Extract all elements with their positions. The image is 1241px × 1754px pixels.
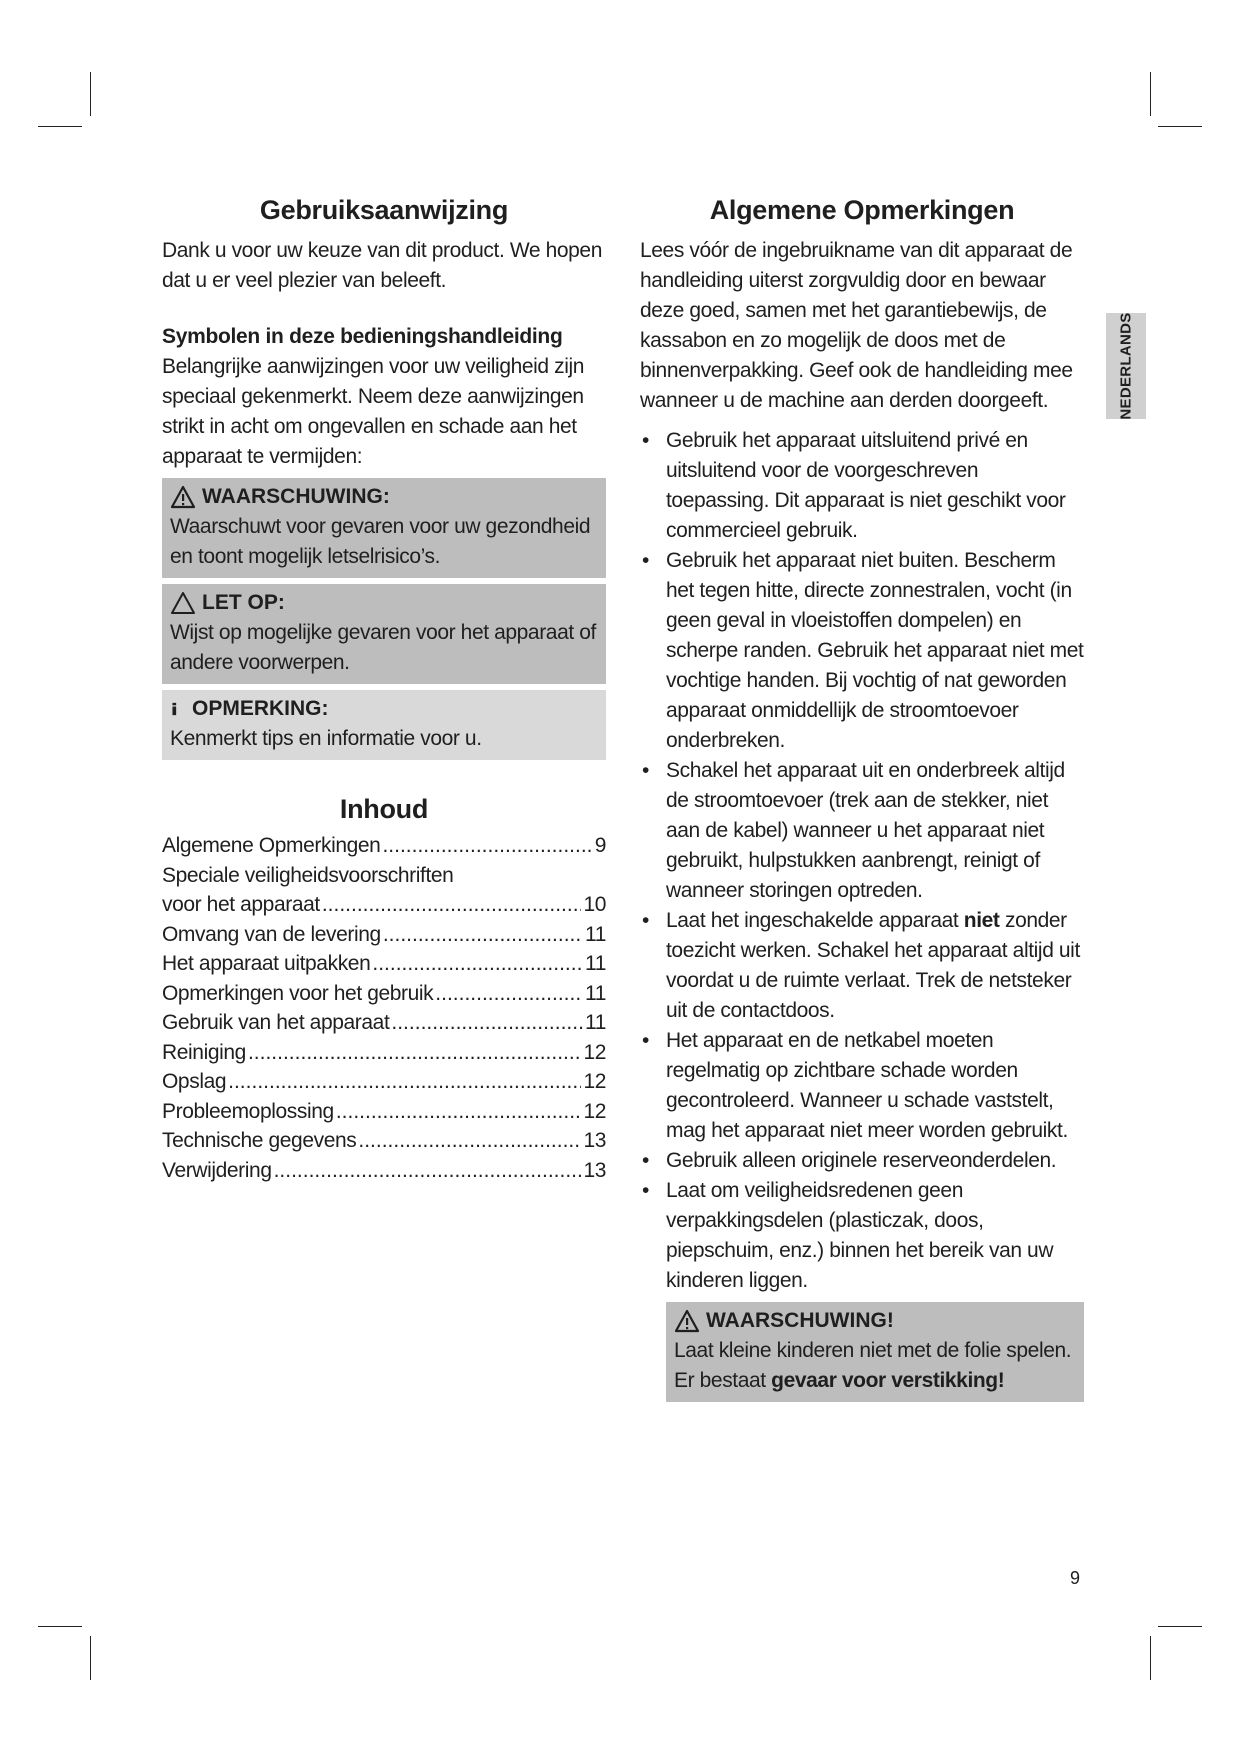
caution-box — [162, 584, 606, 684]
section-intro: Lees vóór de ingebruikname van dit apparaat de handleiding uiterst zorgvuldig door en bewaar deze goed, samen met het garantiebewijs, de kassabon en zo mogelijk de doos met de binnenverpakking. Geef ook de handleiding mee wanneer u de machine aan derden doorgeeft. — [640, 239, 1073, 412]
toc-entry-title: Reiniging — [162, 1040, 246, 1064]
page-number: 9 — [1070, 1568, 1081, 1588]
list-item: • Gebruik alleen originele reserveonderdelen. — [640, 1146, 1084, 1176]
note-box — [162, 690, 606, 760]
warning-title: WAARSCHUWING: — [202, 485, 390, 508]
toc-entry-title: Het apparaat uitpakken — [162, 952, 371, 975]
crop-mark — [1150, 1636, 1151, 1680]
toc-entry-title: Verwijdering — [162, 1158, 272, 1182]
list-item: • Het apparaat en de netkabel moeten regelmatig op zichtbare schade worden gecontroleerd. Wanneer u schade vaststelt, mag het apparaat niet meer worden gebruikt. — [640, 1026, 1084, 1146]
list-item: • Schakel het apparaat uit en onderbreek altijd de stroomtoevoer (trek aan de stekker, niet aan de kabel) wanneer u het apparaat niet gebruikt, hulpstukken aanbrengt, reinigt of wanneer storingen optreden. — [640, 756, 1084, 906]
right-column — [640, 195, 1084, 1402]
toc-entry — [162, 1126, 606, 1156]
toc-dot-leader — [248, 1038, 581, 1068]
toc-entry — [162, 920, 606, 950]
toc-entry-page: 11 — [585, 952, 606, 975]
suffocation-warning-line1: Laat kleine kinderen niet met de folie spelen. — [674, 1339, 1072, 1362]
warning-text: Waarschuwt voor gevaren voor uw gezondheid en toont mogelijk letselrisico’s. — [170, 515, 591, 568]
symbols-text: Belangrijke aanwijzingen voor uw veiligheid zijn speciaal gekenmerkt. Neem deze aanwijzingen strikt in acht om ongevallen en schade aan het apparaat te vermijden: — [162, 355, 585, 468]
toc-entry-page: 11 — [585, 922, 606, 946]
crop-mark — [1158, 1626, 1202, 1627]
toc-entry-title: Algemene Opmerkingen — [162, 834, 381, 857]
info-icon — [170, 697, 186, 721]
toc-dot-leader — [358, 1126, 581, 1156]
page-title: Gebruiksaanwijzing — [259, 195, 509, 225]
list-item: • Laat het ingeschakelde apparaat niet zonder toezicht werken. Schakel het apparaat altijd uit voordat u de ruimte verlaat. Trek de netsteker uit de contactdoos. — [640, 906, 1084, 1026]
caution-text: Wijst op mogelijke gevaren voor het apparaat of andere voorwerpen. — [170, 621, 596, 674]
toc-dot-leader — [322, 890, 582, 920]
toc-entry — [162, 1038, 606, 1068]
warning-box — [162, 478, 606, 578]
toc-entry-title: Speciale veiligheidsvoorschriften — [162, 863, 454, 887]
toc-entry-page: 10 — [583, 893, 606, 916]
toc-entry-title: Technische gegevens — [162, 1129, 357, 1152]
language-tab-label: NEDERLANDS — [1117, 312, 1135, 420]
caution-title: LET OP: — [202, 591, 285, 614]
toc-dot-leader — [336, 1097, 582, 1127]
toc-entry-page: 11 — [585, 981, 606, 1005]
toc-entry-title: Opmerkingen voor het gebruik — [162, 981, 434, 1005]
toc-entry — [162, 979, 606, 1009]
toc-dot-leader — [383, 920, 583, 950]
toc-dot-leader — [274, 1156, 582, 1186]
caution-triangle-icon — [170, 591, 196, 615]
toc-entry — [162, 1097, 606, 1127]
note-title: OPMERKING: — [192, 697, 329, 720]
toc-dot-leader — [391, 1008, 583, 1038]
list-item: • Gebruik het apparaat uitsluitend privé en uitsluitend voor de voorgeschreven toepassing. Dit apparaat is niet geschikt voor commercieel gebruik. — [640, 426, 1084, 546]
crop-mark — [1158, 126, 1202, 127]
warning-triangle-icon — [674, 1309, 700, 1333]
toc-entry-page: 12 — [583, 1070, 606, 1093]
crop-mark — [90, 72, 91, 116]
toc-entry-title: Opslag — [162, 1070, 227, 1093]
warning-triangle-icon — [170, 485, 196, 509]
symbols-heading: Symbolen in deze bedieningshandleiding — [162, 325, 563, 348]
toc-dot-leader — [435, 979, 583, 1009]
toc-entry — [162, 1008, 606, 1038]
note-text: Kenmerkt tips en informatie voor u. — [170, 727, 482, 750]
table-of-contents — [162, 831, 606, 1185]
toc-entry-title: Gebruik van het apparaat — [162, 1011, 390, 1034]
toc-entry-page: 9 — [594, 834, 606, 857]
crop-mark — [38, 126, 82, 127]
crop-mark — [38, 1626, 82, 1627]
safety-list — [640, 426, 1084, 1296]
list-item: • Laat om veiligheidsredenen geen verpakkingsdelen (plasticzak, doos, piepschuim, enz.) binnen het bereik van uw kinderen liggen. — [640, 1176, 1084, 1296]
toc-dot-leader — [382, 831, 592, 861]
toc-title: Inhoud — [339, 794, 429, 824]
toc-entry-page: 13 — [583, 1129, 606, 1152]
toc-entry — [162, 1156, 606, 1186]
toc-entry — [162, 890, 606, 920]
toc-entry — [162, 1067, 606, 1097]
toc-entry — [162, 949, 606, 979]
crop-mark — [90, 1636, 91, 1680]
toc-entry-title: voor het apparaat — [162, 893, 320, 916]
toc-entry-page: 12 — [583, 1099, 606, 1123]
toc-entry-title: Omvang van de levering — [162, 922, 381, 946]
suffocation-warning-title: WAARSCHUWING! — [706, 1309, 894, 1332]
language-tab — [1106, 313, 1146, 419]
section-title: Algemene Opmerkingen — [709, 195, 1015, 225]
suffocation-warning-box — [666, 1302, 1084, 1402]
crop-mark — [1150, 72, 1151, 116]
suffocation-warning-line2: Er bestaat gevaar voor verstikking! — [674, 1369, 1005, 1392]
left-column — [162, 195, 606, 1185]
toc-entry-title: Probleemoplossing — [162, 1099, 334, 1123]
toc-dot-leader — [372, 949, 583, 979]
toc-entry — [162, 861, 606, 891]
toc-entry-page: 12 — [583, 1040, 606, 1064]
toc-entry-page: 13 — [583, 1158, 606, 1182]
list-item: • Gebruik het apparaat niet buiten. Bescherm het tegen hitte, directe zonnestralen, vocht (in geen geval in vloeistoffen dompelen) en scherpe randen. Gebruik het apparaat niet met vochtige handen. Bij vochtig of nat geworden apparaat onmiddellijk de stroomtoevoer onderbreken. — [640, 546, 1084, 756]
toc-entry-page: 11 — [585, 1011, 606, 1034]
intro-text: Dank u voor uw keuze van dit product. We hopen dat u er veel plezier van beleeft. — [162, 239, 602, 292]
toc-entry — [162, 831, 606, 861]
toc-dot-leader — [228, 1067, 581, 1097]
